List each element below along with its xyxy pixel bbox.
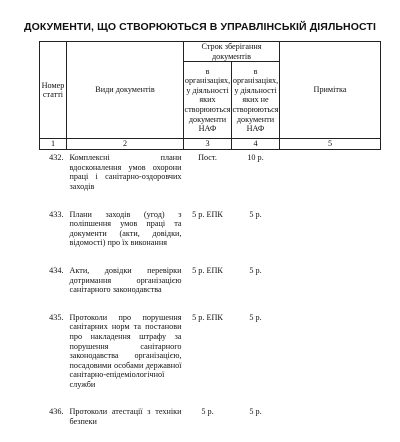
retention-naf: 5 р. ЕПК — [192, 312, 223, 322]
header-retention-group: Строк зберігання документів — [184, 42, 280, 62]
table-row — [40, 207, 381, 263]
note — [280, 207, 381, 263]
retention-non-naf: 10 р. — [247, 153, 264, 163]
article-number: 435. — [49, 312, 64, 322]
column-number: 2 — [67, 139, 184, 150]
retention-naf: 5 р. — [201, 407, 214, 417]
table-row — [40, 404, 381, 441]
document-type: Плани заходів (угод) з поліпшення умов праці та документи (акти, довідки, відомості) про їх виконання — [69, 209, 182, 248]
page-title: ДОКУМЕНТИ, ЩО СТВОРЮЮТЬСЯ В УПРАВЛІНСЬКІЙ ДІЯЛЬНОСТІ — [24, 21, 376, 33]
retention-non-naf: 5 р. — [249, 209, 262, 219]
table-row — [40, 263, 381, 310]
document-type: Протоколи атестації з техніки безпеки — [69, 407, 182, 427]
article-number: 432. — [49, 153, 64, 163]
document-type: Акти, довідки перевірки дотримання організацією санітарного законодавства — [69, 265, 182, 295]
note — [280, 263, 381, 310]
retention-naf: Пост. — [198, 153, 217, 163]
header-in-naf: в організаціях, у діяльності яких створюються документи НАФ — [184, 62, 232, 139]
retention-non-naf: 5 р. — [249, 312, 262, 322]
document-type: Комплексні плани вдосконалення умов охорони праці і санітарно-оздоровчих заходів — [69, 153, 182, 191]
article-number: 436. — [49, 407, 64, 417]
table-header — [40, 42, 381, 150]
note — [280, 310, 381, 405]
retention-non-naf: 5 р. — [249, 407, 262, 417]
column-number: 4 — [232, 139, 280, 150]
column-number: 5 — [280, 139, 381, 150]
table-row — [40, 150, 381, 207]
table-row — [40, 310, 381, 405]
header-note: Примітка — [280, 42, 381, 139]
retention-non-naf: 5 р. — [249, 265, 262, 275]
retention-naf: 5 р. ЕПК — [192, 265, 223, 275]
note — [280, 150, 381, 207]
column-number-row — [40, 139, 381, 150]
article-number: 434. — [49, 265, 64, 275]
document-type: Протоколи про порушення санітарних норм та постанови про накладення штрафу за порушення санітарного законодавства організацією, посадовими особами державної санітарно-епідеміологічної служби — [69, 312, 182, 389]
header-not-in-naf: в організаціях, у діяльності яких не створюються документи НАФ — [232, 62, 280, 139]
column-number: 1 — [40, 139, 67, 150]
article-number: 433. — [49, 209, 64, 219]
note — [280, 404, 381, 441]
retention-naf: 5 р. ЕПК — [192, 209, 223, 219]
header-doc-type: Види документів — [67, 42, 184, 139]
retention-table — [39, 41, 381, 442]
column-number: 3 — [184, 139, 232, 150]
table-body — [40, 150, 381, 442]
header-number: Номер статті — [40, 42, 67, 139]
